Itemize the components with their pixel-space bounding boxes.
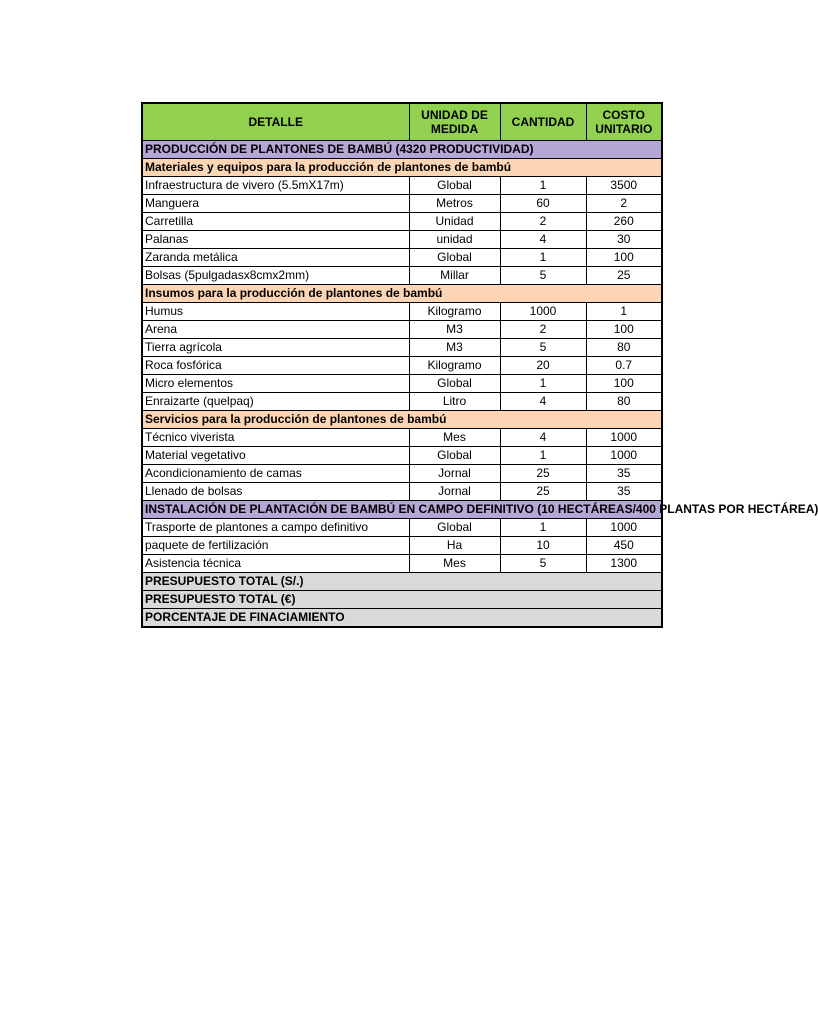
cell-costo: 100 [586,249,662,267]
cell-unidad: Unidad [409,213,500,231]
cell-costo: 80 [586,393,662,411]
cell-unidad: Global [409,375,500,393]
subsection-materiales [142,159,662,177]
cell-unidad: Metros [409,195,500,213]
cell-costo: 0.7 [586,357,662,375]
cell-detalle: Carretilla [142,213,409,231]
cell-cantidad: 2 [500,321,586,339]
cell-unidad: M3 [409,321,500,339]
table-row [142,537,662,555]
cell-detalle: Zaranda metálica [142,249,409,267]
cell-unidad: Mes [409,429,500,447]
cell-unidad: Global [409,249,500,267]
cell-detalle: Acondicionamiento de camas [142,465,409,483]
cell-costo: 30 [586,231,662,249]
table-row [142,339,662,357]
cell-unidad: Kilogramo [409,303,500,321]
cell-detalle: Humus [142,303,409,321]
cell-detalle: Asistencia técnica [142,555,409,573]
cell-detalle: Enraizarte (quelpaq) [142,393,409,411]
cell-cantidad: 20 [500,357,586,375]
cell-detalle: Bolsas (5pulgadasx8cmx2mm) [142,267,409,285]
cell-detalle: Palanas [142,231,409,249]
table-row [142,519,662,537]
header-cantidad: CANTIDAD [500,103,586,141]
cell-detalle: Material vegetativo [142,447,409,465]
table-row [142,195,662,213]
cell-cantidad: 5 [500,267,586,285]
cell-costo: 1 [586,303,662,321]
cell-detalle: Roca fosfórica [142,357,409,375]
cell-detalle: Manguera [142,195,409,213]
cell-detalle: Técnico viverista [142,429,409,447]
total-soles-label: PRESUPUESTO TOTAL (S/.) [142,573,662,591]
cell-cantidad: 60 [500,195,586,213]
table-row [142,249,662,267]
table-row [142,213,662,231]
table-row [142,357,662,375]
porcentaje-label: PORCENTAJE DE FINACIAMIENTO [142,609,662,628]
cell-cantidad: 4 [500,429,586,447]
cell-costo: 1000 [586,519,662,537]
subsection-insumos-label: Insumos para la producción de plantones de bambú [142,285,662,303]
table-row [142,465,662,483]
cell-unidad: unidad [409,231,500,249]
cell-cantidad: 5 [500,339,586,357]
cell-unidad: M3 [409,339,500,357]
cell-costo: 35 [586,483,662,501]
cell-costo: 260 [586,213,662,231]
cell-cantidad: 1 [500,375,586,393]
header-costo: COSTO UNITARIO [586,103,662,141]
cell-cantidad: 4 [500,231,586,249]
cell-detalle: Tierra agrícola [142,339,409,357]
section-instalacion [142,501,662,519]
section-produccion-label: PRODUCCIÓN DE PLANTONES DE BAMBÚ (4320 PRODUCTIVIDAD) [142,141,662,159]
porcentaje-row [142,609,662,628]
table-row [142,393,662,411]
cell-cantidad: 1 [500,177,586,195]
cell-detalle: Trasporte de plantones a campo definitivo [142,519,409,537]
cell-detalle: Micro elementos [142,375,409,393]
cell-costo: 80 [586,339,662,357]
cell-costo: 1300 [586,555,662,573]
cell-unidad: Global [409,519,500,537]
cell-unidad: Jornal [409,483,500,501]
section-instalacion-label: INSTALACIÓN DE PLANTACIÓN DE BAMBÚ EN CAMPO DEFINITIVO (10 HECTÁREAS/400 PLANTAS POR HECTÁREA) [142,501,662,519]
cell-unidad: Ha [409,537,500,555]
cell-cantidad: 1 [500,519,586,537]
header-row [142,103,662,141]
table-row [142,483,662,501]
table-row [142,447,662,465]
cell-costo: 1000 [586,429,662,447]
table-row [142,375,662,393]
subsection-servicios-label: Servicios para la producción de plantones de bambú [142,411,662,429]
cell-cantidad: 4 [500,393,586,411]
table-row [142,231,662,249]
table-row [142,321,662,339]
table-row [142,429,662,447]
table-row [142,555,662,573]
cell-detalle: Infraestructura de vivero (5.5mX17m) [142,177,409,195]
cell-costo: 25 [586,267,662,285]
cell-cantidad: 2 [500,213,586,231]
cell-costo: 1000 [586,447,662,465]
total-euros-label: PRESUPUESTO TOTAL (€) [142,591,662,609]
cell-unidad: Jornal [409,465,500,483]
cell-cantidad: 1 [500,447,586,465]
cell-unidad: Kilogramo [409,357,500,375]
cell-detalle: paquete de fertilización [142,537,409,555]
subsection-servicios [142,411,662,429]
total-euros-row [142,591,662,609]
cell-cantidad: 1 [500,249,586,267]
table-row [142,267,662,285]
cell-unidad: Litro [409,393,500,411]
cell-unidad: Mes [409,555,500,573]
cell-cantidad: 25 [500,483,586,501]
cell-costo: 2 [586,195,662,213]
cell-costo: 35 [586,465,662,483]
cell-unidad: Global [409,177,500,195]
table-row [142,177,662,195]
total-soles-row [142,573,662,591]
cell-cantidad: 5 [500,555,586,573]
cell-unidad: Global [409,447,500,465]
cell-cantidad: 1000 [500,303,586,321]
cell-cantidad: 25 [500,465,586,483]
cell-detalle: Arena [142,321,409,339]
budget-table [141,102,818,628]
cell-detalle: Llenado de bolsas [142,483,409,501]
cell-cantidad: 10 [500,537,586,555]
section-produccion [142,141,662,159]
subsection-insumos [142,285,662,303]
cell-unidad: Millar [409,267,500,285]
header-detalle: DETALLE [142,103,409,141]
cell-costo: 100 [586,375,662,393]
cell-costo: 3500 [586,177,662,195]
header-unidad: UNIDAD DE MEDIDA [409,103,500,141]
cell-costo: 450 [586,537,662,555]
subsection-materiales-label: Materiales y equipos para la producción de plantones de bambú [142,159,662,177]
cell-costo: 100 [586,321,662,339]
table-row [142,303,662,321]
